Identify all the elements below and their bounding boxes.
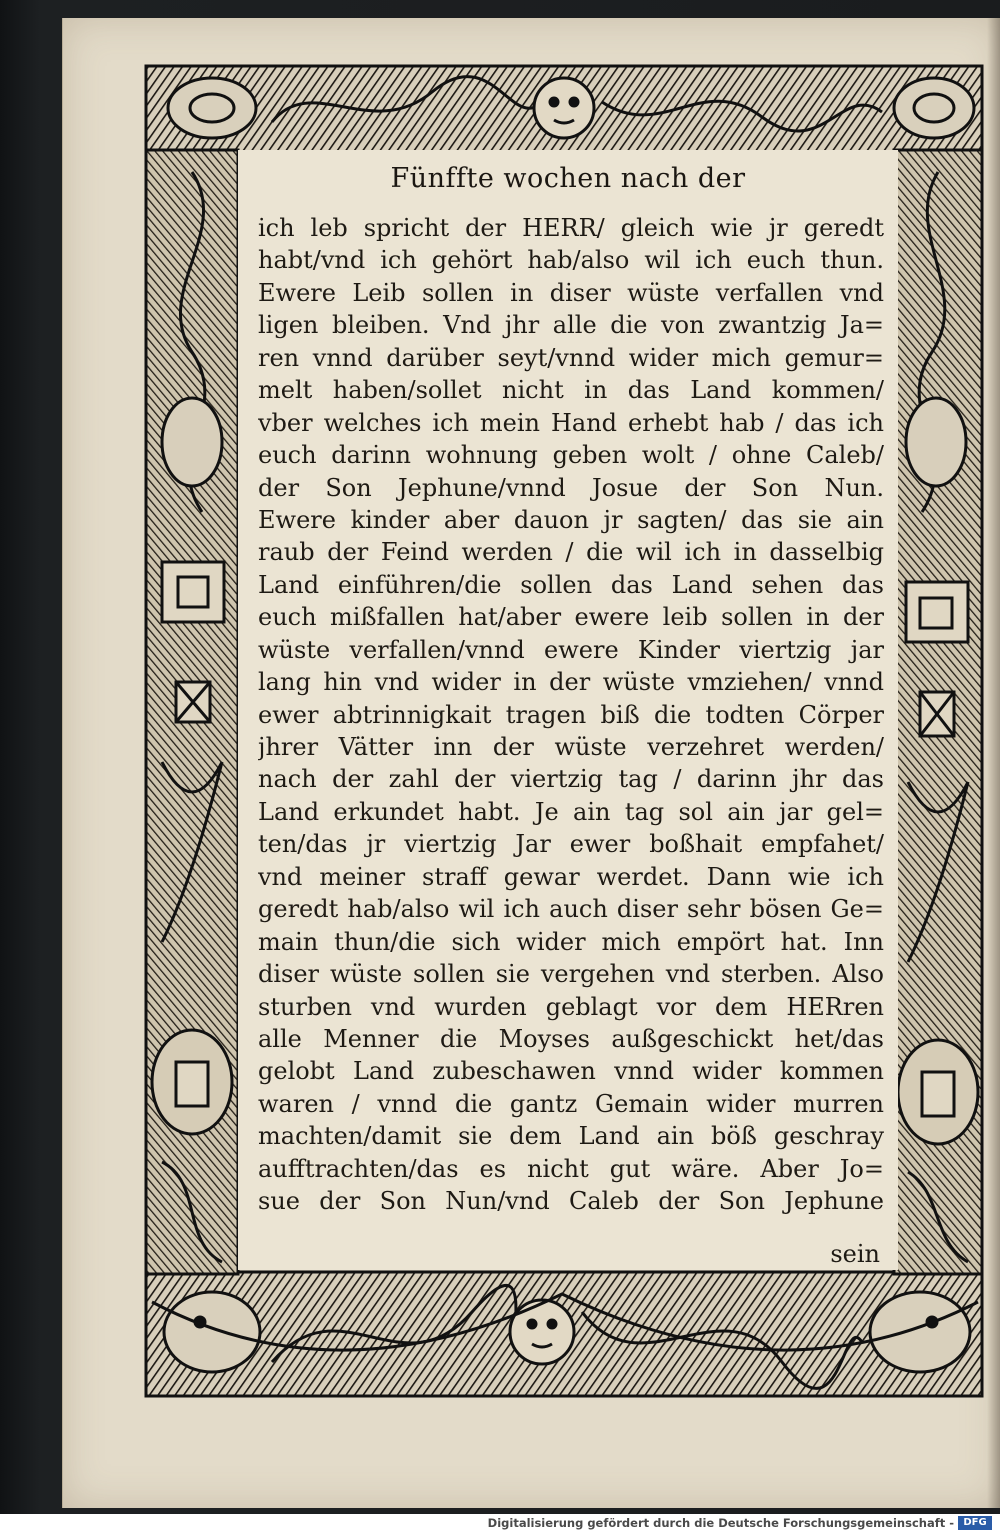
catchword: sein: [830, 1240, 880, 1268]
text-line: sue der Son Nun/vnd Caleb der Son Jephune: [258, 1187, 884, 1216]
text-line: lang hin vnd wider in der wüste vmziehen/ vnnd: [258, 668, 884, 697]
text-line: nach der zahl der viertzig tag / darinn jhr das: [258, 765, 884, 794]
text-line: waren / vnnd die gantz Gemain wider murren: [258, 1089, 884, 1118]
text-line: aufftrachten/das es nicht gut wäre. Aber Jo=: [258, 1154, 884, 1183]
text-line: main thun/die sich wider mich empört hat. Inn: [258, 927, 884, 956]
text-line: jhrer Vätter inn der wüste verzehret werden/: [258, 733, 884, 761]
text-line: ren vnnd darüber seyt/vnnd wider mich gemur=: [258, 343, 884, 372]
body-text: [258, 212, 884, 1218]
running-title: Fünffte wochen nach der: [390, 163, 746, 194]
dfg-logo: DFG: [958, 1516, 992, 1530]
text-line: Land einführen/die sollen das Land sehen das: [258, 570, 884, 599]
text-line: ten/das jr viertzig Jar ewer boßhait empfahet/: [258, 830, 884, 859]
text-line: euch darinn wohnung geben wolt / ohne Caleb/: [258, 441, 884, 470]
text-line: der Son Jephune/vnnd Josue der Son Nun.: [258, 473, 884, 502]
text-line: Ewere Leib sollen in diser wüste verfallen vnd: [258, 278, 884, 307]
text-line: ligen bleiben. Vnd jhr alle die von zwantzig Ja=: [258, 311, 884, 340]
text-line: ewer abtrinnigkait tragen biß die todten Cörper: [258, 700, 884, 729]
text-line: euch mißfallen hat/aber ewere leib sollen in der: [258, 603, 884, 632]
text-line: wüste verfallen/vnnd ewere Kinder viertzig jar: [258, 635, 884, 664]
text-line: diser wüste sollen sie vergehen vnd sterben. Also: [258, 960, 884, 989]
funding-credit: Digitalisierung gefördert durch die Deutsche Forschungsgemeinschaft -: [487, 1516, 954, 1530]
text-line: melt haben/sollet nicht in das Land kommen/: [258, 376, 884, 405]
text-line: ich leb spricht der HERR/ gleich wie jr geredt: [258, 214, 884, 242]
text-line: geredt hab/also wil ich auch diser sehr bösen Ge=: [258, 895, 884, 924]
text-line: Ewere kinder aber dauon jr sagten/ das sie ain: [258, 505, 884, 534]
text-line: Land erkundet habt. Je ain tag sol ain jar gel=: [258, 797, 884, 826]
text-line: vber welches ich mein Hand erhebt hab / das ich: [258, 408, 884, 437]
text-line: habt/vnd ich gehört hab/also wil ich euch thun.: [258, 246, 884, 275]
text-line: alle Menner die Moyses außgeschickt het/das: [258, 1024, 884, 1053]
text-line: gelobt Land zubeschawen vnnd wider kommen: [258, 1057, 884, 1086]
text-line: sturben vnd wurden geblagt vor dem HERren: [258, 992, 884, 1021]
text-line: raub der Feind werden / die wil ich in dasselbig: [258, 538, 884, 567]
text-line: machten/damit sie dem Land ain böß geschray: [258, 1122, 884, 1151]
digitization-footer: [0, 1514, 1000, 1534]
text-line: vnd meiner straff gewar werdet. Dann wie ich: [258, 862, 884, 891]
